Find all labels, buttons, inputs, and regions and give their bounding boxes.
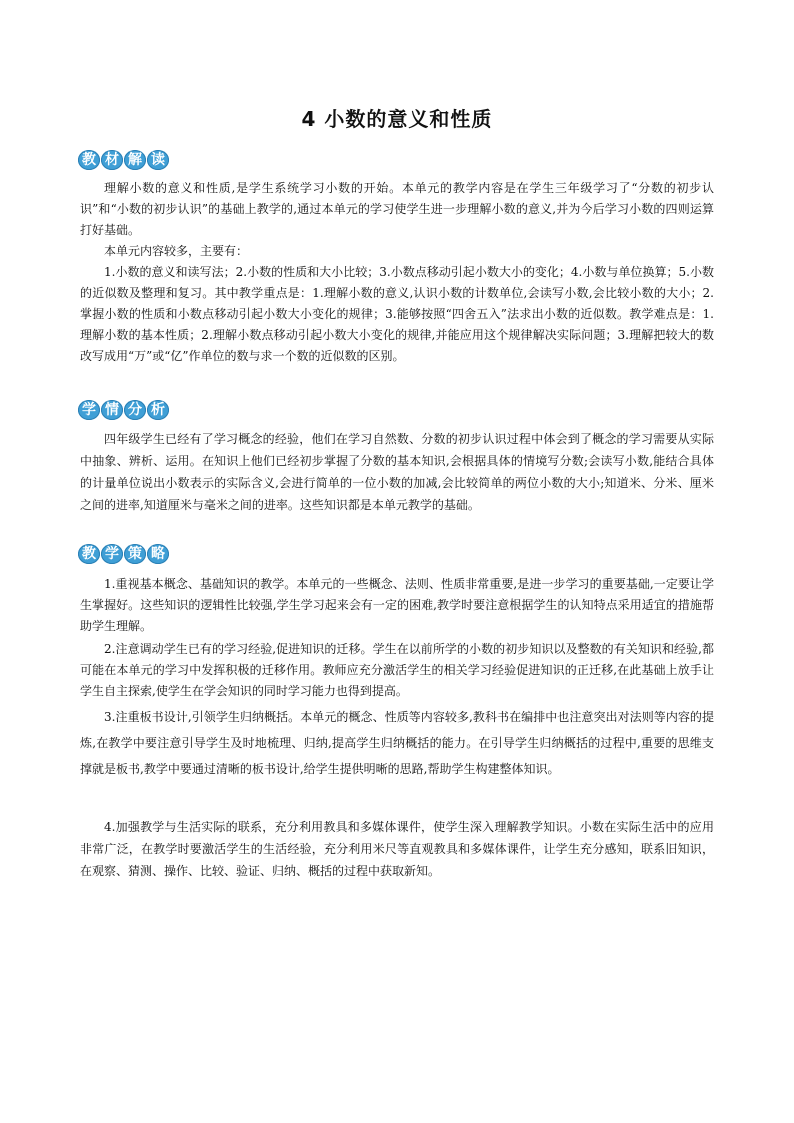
section-heading-teaching-strategy xyxy=(78,544,169,564)
paragraph: 3.注重板书设计,引领学生归纳概括。本单元的概念、性质等内容较多,教科书在编排中也注意突出对法则等内容的提炼,在教学中要注意引导学生及时地梳理、归纳,提高学生归纳概括的能力。在引导学生归纳概括的过程中,重要的思维支撑就是板书,教学中要通过清晰的板书设计,给学生提供明晰的思路,帮助学生构建整体知识。 xyxy=(80,710,714,776)
paragraph: 四年级学生已经有了学习概念的经验，他们在学习自然数、分数的初步认识过程中体会到了概念的学习需要从实际中抽象、辨析、运用。在知识上他们已经初步掌握了分数的基本知识,会根据具体的情境写分数;会读写小数,能结合具体的计量单位说出小数表示的实际含义,会进行简单的一位小数的加减,会比较简单的两位小数的大小;知道米、分米、厘米之间的进率,知道厘米与毫米之间的进率。这些知识都是本单元教学的基础。 xyxy=(80,432,714,512)
paragraph: 理解小数的意义和性质,是学生系统学习小数的开始。本单元的教学内容是在学生三年级学习了“分数的初步认识”和“小数的初步认识”的基础上教学的,通过本单元的学习使学生进一步理解小数的意义,并为今后学习小数的四则运算打好基础。 xyxy=(80,181,714,237)
section-body-teaching-strategy xyxy=(80,574,714,702)
heading-char: 学 xyxy=(78,400,100,420)
heading-char: 材 xyxy=(101,150,123,170)
section-heading-student-analysis xyxy=(78,400,169,420)
paragraph: 本单元内容较多，主要有： xyxy=(104,244,249,258)
heading-char: 教 xyxy=(78,150,100,170)
heading-char: 教 xyxy=(78,544,100,564)
section-body-student-analysis xyxy=(80,428,714,516)
heading-char: 策 xyxy=(124,544,146,564)
section-body-textbook-reading xyxy=(80,178,714,367)
page-title: 4 小数的意义和性质 xyxy=(301,107,493,131)
paragraph: 1.重视基本概念、基础知识的教学。本单元的一些概念、法则、性质非常重要,是进一步学习的重要基础,一定要让学生掌握好。这些知识的逻辑性比较强,学生学习起来会有一定的困难,教学时要注意根据学生的认知特点采用适宜的措施帮助学生理解。 xyxy=(80,577,714,633)
section-heading-textbook-reading xyxy=(78,150,169,170)
paragraph: 4.加强教学与生活实际的联系，充分利用教具和多媒体课件，使学生深入理解教学知识。小数在实际生活中的应用非常广泛，在教学时要激活学生的生活经验，充分利用米尺等直观教具和多媒体课件，让学生充分感知，联系旧知识，在观察、猜测、操作、比较、验证、归纳、概括的过程中获取新知。 xyxy=(80,820,714,878)
heading-char: 分 xyxy=(124,400,146,420)
heading-char: 学 xyxy=(101,544,123,564)
heading-char: 解 xyxy=(124,150,146,170)
heading-char: 略 xyxy=(147,544,169,564)
paragraph: 2.注意调动学生已有的学习经验,促进知识的迁移。学生在以前所学的小数的初步知识以及整数的有关知识和经验,都可能在本单元的学习中发挥积极的迁移作用。教师应充分激活学生的相关学习经验促进知识的正迁移,在此基础上放手让学生自主探索,使学生在学会知识的同时学习能力也得到提高。 xyxy=(80,642,714,698)
paragraph: 1.小数的意义和读写法；2.小数的性质和大小比较；3.小数点移动引起小数大小的变化；4.小数与单位换算；5.小数的近似数及整理和复习。其中教学重点是：1.理解小数的意义,认识小数的计数单位,会读写小数,会比较小数的大小；2.掌握小数的性质和小数点移动引起小数大小变化的规律；3.能够按照“四舍五入”法求出小数的近似数。教学难点是：1.理解小数的基本性质；2.理解小数点移动引起小数大小变化的规律,并能应用这个规律解决实际问题；3.理解把较大的数改写成用“万”或“亿”作单位的数与求一个数的近似数的区别。 xyxy=(80,265,714,363)
heading-char: 析 xyxy=(147,400,169,420)
heading-char: 读 xyxy=(147,150,169,170)
section-body-teaching-strategy-last xyxy=(80,816,714,882)
section-body-teaching-strategy-cont xyxy=(80,704,714,782)
heading-char: 情 xyxy=(101,400,123,420)
